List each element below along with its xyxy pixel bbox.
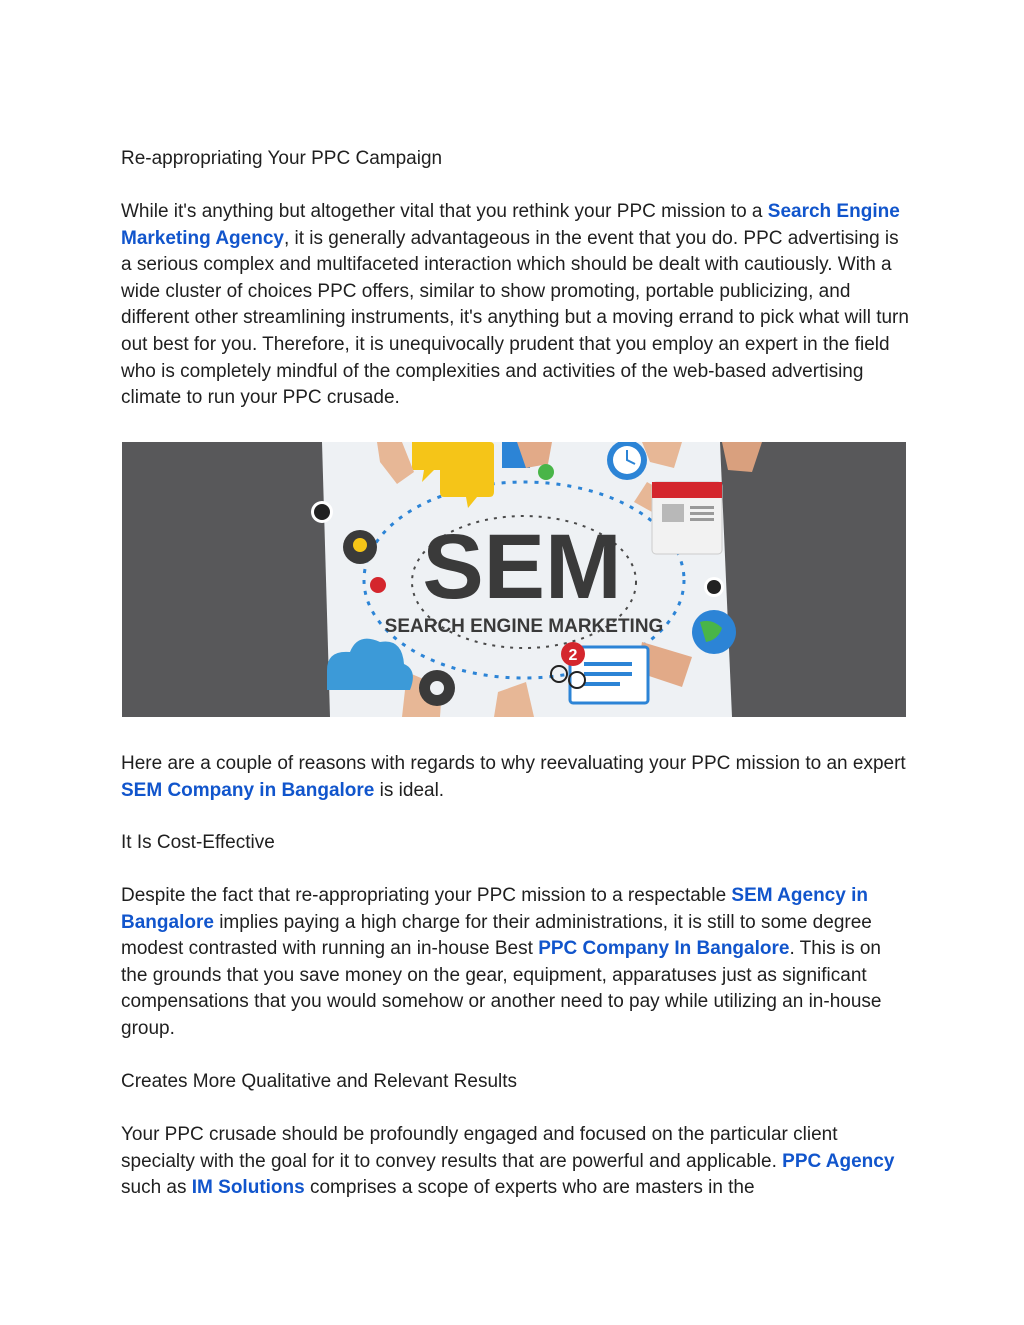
paragraph-text: implies paying a high charge for their administrations, it is still to some degree modest contrasted with running an in-house Best xyxy=(121,911,872,960)
sem-agency-bangalore-link[interactable]: SEM Agency in Bangalore xyxy=(121,885,868,933)
red-dot xyxy=(370,577,386,593)
intro-paragraph xyxy=(121,199,911,412)
cost-paragraph xyxy=(121,883,911,1043)
sem-subtitle-text: SEARCH ENGINE MARKETING xyxy=(384,616,664,637)
search-engine-marketing-agency-link[interactable]: Search Engine Marketing Agency xyxy=(121,201,900,249)
section-heading: Re-appropriating Your PPC Campaign xyxy=(121,148,443,169)
cost-effective-heading: It Is Cost-Effective xyxy=(121,832,275,853)
ppc-agency-link[interactable]: PPC Agency xyxy=(782,1150,895,1172)
paragraph-text: such as xyxy=(121,1177,192,1199)
paragraph-text: , it is generally advantageous in the event that you do. PPC advertising is a serious complex and multifaceted interaction which should be dealt with cautiously. With a wide cluster of choices PPC offers, similar to show promoting, portable publicizing, and different other streamlining instruments, it's anything but a moving errand to pick what will turn out best for you. Therefore, it is unequivocally prudent that you employ an expert in the field who is completely mindful of the complexities and activities of the web-based advertising climate to run your PPC crusade. xyxy=(121,227,909,409)
badge-number: 2 xyxy=(568,647,578,664)
ppc-company-bangalore-link[interactable]: PPC Company In Bangalore xyxy=(538,938,790,960)
results-paragraph xyxy=(121,1122,911,1202)
green-dot xyxy=(538,464,554,480)
paragraph-text: Despite the fact that re-appropriating your PPC mission to a respectable xyxy=(121,885,732,906)
paragraph-text: . This is on the grounds that you save money on the gear, equipment, apparatuses just as significant compensations that you would somehow or another need to pay while utilizing an in-house group. xyxy=(121,938,882,1039)
sem-company-bangalore-link[interactable]: SEM Company in Bangalore xyxy=(121,779,375,801)
sem-illustration xyxy=(122,442,906,717)
paragraph-text: Your PPC crusade should be profoundly engaged and focused on the particular client specialty with the goal for it to convey results that are powerful and applicable. xyxy=(121,1124,838,1172)
paragraph-text: comprises a scope of experts who are masters in the xyxy=(304,1177,755,1199)
paragraph-text: Here are a couple of reasons with regards to why reevaluating your PPC mission to an expert xyxy=(121,753,906,774)
qualitative-results-heading: Creates More Qualitative and Relevant Results xyxy=(121,1071,518,1092)
reasons-paragraph xyxy=(121,751,911,804)
im-solutions-link[interactable]: IM Solutions xyxy=(191,1177,305,1199)
paragraph-text: While it's anything but altogether vital that you rethink your PPC mission to a xyxy=(121,201,768,222)
sem-title-text: SEM xyxy=(422,516,622,618)
paragraph-text: is ideal. xyxy=(374,779,445,801)
